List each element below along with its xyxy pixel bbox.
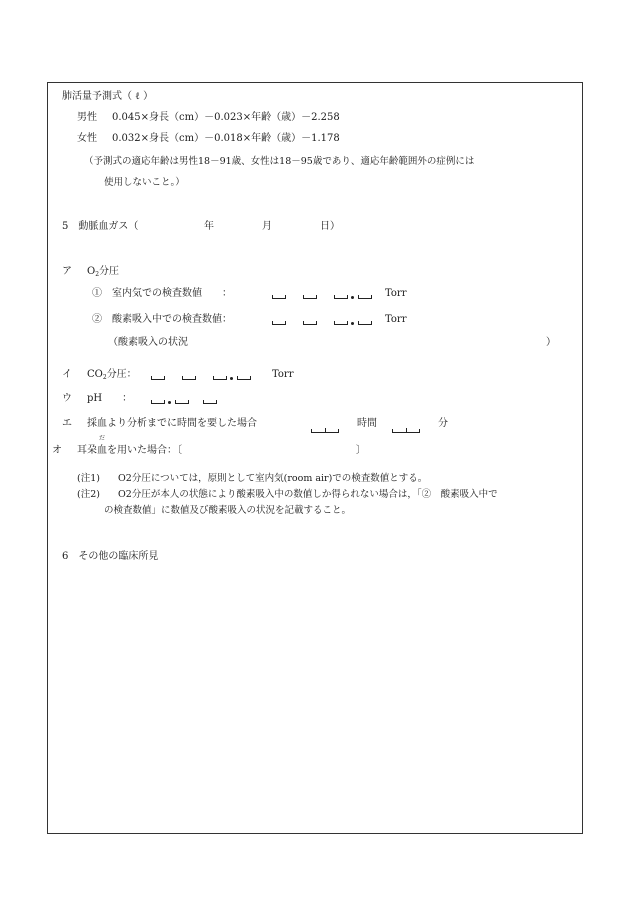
room-air-value-label: ① 室内気での検査数値 ：: [92, 288, 232, 299]
formula-note-line2: 使用しないこと。）: [104, 177, 185, 188]
oxygen-inhalation-value-label: ② 酸素吸入中での検査数値：: [92, 314, 232, 325]
lung-formula-title: 肺活量予測式（ ℓ ）: [62, 91, 154, 102]
o2-partial-pressure-label: $O_2$分圧: [87, 266, 120, 278]
room-air-unit: Torr: [385, 288, 407, 299]
other-findings-heading: 6 その他の臨床所見: [62, 551, 159, 562]
oxygen-inhalation-unit: Torr: [385, 314, 407, 325]
co2-unit: Torr: [272, 369, 294, 380]
earlobe-blood-close: 〕: [356, 445, 366, 456]
other-findings-area[interactable]: [62, 570, 567, 825]
note-1-text: O2分圧については，原則として室内気(room air)での検査数値とする。: [118, 473, 428, 484]
ph-value-boxes[interactable]: [151, 393, 231, 405]
item-o-label: オ: [52, 445, 62, 456]
female-formula: 0.032×身長（cm）－0.018×年齢（歳）－1.178: [112, 133, 340, 144]
item-i-label: イ: [62, 369, 72, 380]
co2-value-boxes[interactable]: [151, 369, 261, 381]
note-2-text-line2: の検査数値」に数値及び酸素吸入の状況を記載すること。: [104, 505, 352, 516]
note-2-mark: (注2): [77, 489, 100, 500]
ph-label: pH ：: [87, 393, 133, 404]
co2-partial-pressure-label: $CO_2$分圧：: [87, 369, 137, 381]
male-label: 男性: [77, 112, 97, 123]
item-e-label: エ: [62, 418, 72, 429]
analysis-delay-label: 採血より分析までに時間を要した場合: [87, 418, 257, 429]
note-2-text: O2分圧が本人の状態により酸素吸入中の数値しか得られない場合は，「② 酸素吸入中で: [118, 489, 498, 500]
oxygen-inhalation-value-boxes[interactable]: [272, 314, 382, 326]
male-formula: 0.045×身長（cm）－0.023×年齢（歳）－2.258: [112, 112, 340, 123]
delay-hours-boxes[interactable]: [311, 422, 341, 434]
day-label: 日）: [320, 221, 340, 232]
minutes-unit: 分: [438, 418, 448, 429]
note-1-mark: (注1): [77, 473, 100, 484]
blood-gas-heading: 5 動脈血ガス（: [62, 221, 139, 232]
year-label: 年: [204, 221, 214, 232]
oxygen-status-open: （酸素吸入の状況: [108, 337, 188, 348]
female-label: 女性: [77, 133, 97, 144]
room-air-value-boxes[interactable]: [272, 288, 382, 300]
earlobe-blood-label: 耳朶血 だ を用いた場合：〔: [77, 435, 182, 456]
oxygen-status-close: ）: [546, 337, 556, 348]
formula-note-line1: （予測式の適応年齢は男性18－91歳、女性は18－95歳であり、適応年齢範囲外の症例には: [84, 156, 475, 167]
item-a-label: ア: [62, 266, 72, 277]
hours-unit: 時間: [357, 418, 377, 429]
month-label: 月: [262, 221, 272, 232]
item-u-label: ウ: [62, 393, 72, 404]
delay-minutes-boxes[interactable]: [392, 422, 422, 434]
